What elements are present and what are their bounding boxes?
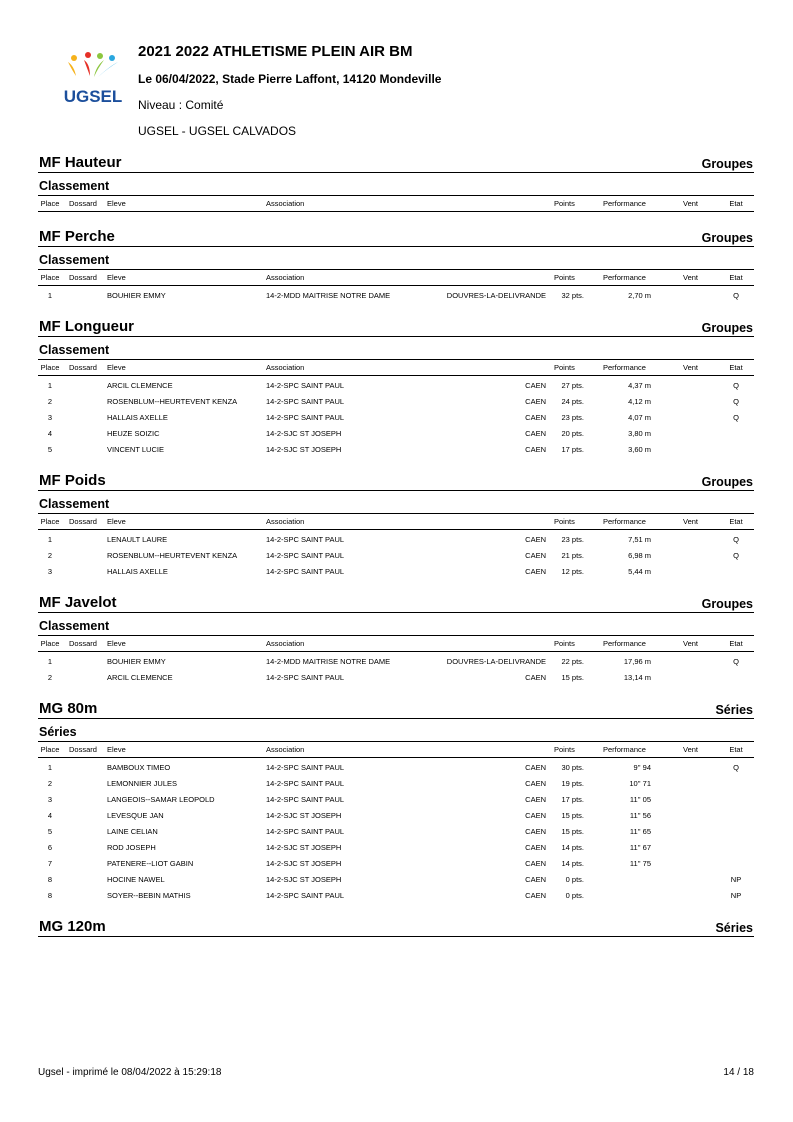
- event-subtitle: Classement: [38, 342, 754, 360]
- event-section: [38, 224, 754, 314]
- city-cell: CAEN: [525, 795, 546, 804]
- association-cell: 14-2-SPC SAINT PAUL: [266, 763, 345, 772]
- column-header-place: Place: [40, 745, 60, 754]
- points-cell: 0 pts.: [565, 875, 584, 884]
- column-header-place: Place: [40, 517, 60, 526]
- place-cell: 4: [47, 429, 53, 438]
- eleve-cell: BOUHIER EMMY: [107, 291, 166, 300]
- logo-figures-icon: [68, 52, 118, 77]
- event-type: Groupes: [701, 597, 753, 611]
- performance-cell: 11'' 75: [629, 859, 651, 868]
- column-header-etat: Etat: [729, 273, 743, 282]
- performance-cell: 4,37 m: [628, 381, 651, 390]
- eleve-cell: HALLAIS AXELLE: [107, 413, 168, 422]
- etat-cell: Q: [733, 381, 739, 390]
- place-cell: 7: [47, 859, 53, 868]
- place-cell: 1: [47, 763, 53, 772]
- points-cell: 19 pts.: [561, 779, 584, 788]
- performance-cell: 5,44 m: [628, 567, 651, 576]
- column-header-dossard: Dossard: [69, 745, 97, 754]
- event-type: Groupes: [701, 231, 753, 245]
- place-cell: 2: [47, 551, 53, 560]
- eleve-cell: LENAULT LAURE: [107, 535, 168, 544]
- etat-cell: Q: [733, 413, 739, 422]
- association-cell: 14-2-SPC SAINT PAUL: [266, 795, 345, 804]
- table-row: [38, 808, 754, 824]
- column-header-performance: Performance: [603, 363, 646, 372]
- points-cell: 12 pts.: [561, 567, 584, 576]
- results-table-header: [38, 742, 754, 758]
- table-row: [38, 792, 754, 808]
- event-section: [38, 590, 754, 696]
- table-row: [38, 548, 754, 564]
- section-spacer: [38, 686, 754, 696]
- event-header: [38, 314, 754, 337]
- etat-cell: Q: [733, 397, 739, 406]
- points-cell: 23 pts.: [561, 535, 584, 544]
- event-section: [38, 468, 754, 590]
- table-row: [38, 426, 754, 442]
- table-row: [38, 410, 754, 426]
- results-table-header: [38, 636, 754, 652]
- place-cell: 5: [47, 827, 53, 836]
- event-subtitle: Classement: [38, 496, 754, 514]
- association-cell: 14-2-SPC SAINT PAUL: [266, 673, 345, 682]
- column-header-dossard: Dossard: [69, 273, 97, 282]
- association-cell: 14-2-SJC ST JOSEPH: [266, 429, 342, 438]
- column-header-eleve: Eleve: [107, 745, 126, 754]
- results-table-header: [38, 270, 754, 286]
- results-table-body: [38, 758, 754, 904]
- points-cell: 15 pts.: [561, 673, 584, 682]
- city-cell: CAEN: [525, 413, 546, 422]
- place-cell: 1: [47, 657, 53, 666]
- column-header-etat: Etat: [729, 639, 743, 648]
- event-type: Séries: [715, 703, 753, 717]
- city-cell: CAEN: [525, 843, 546, 852]
- performance-cell: 17,96 m: [623, 657, 651, 666]
- column-header-vent: Vent: [683, 363, 699, 372]
- column-header-association: Association: [266, 745, 305, 754]
- city-cell: CAEN: [525, 397, 546, 406]
- page-title: 2021 2022 ATHLETISME PLEIN AIR BM: [138, 43, 413, 60]
- column-header-etat: Etat: [729, 199, 743, 208]
- performance-cell: 13,14 m: [623, 673, 651, 682]
- association-cell: 14-2-SPC SAINT PAUL: [266, 567, 345, 576]
- eleve-cell: ARCIL CLEMENCE: [107, 673, 173, 682]
- place-cell: 6: [47, 843, 53, 852]
- points-cell: 14 pts.: [561, 843, 584, 852]
- event-subtitle: Classement: [38, 252, 754, 270]
- association-cell: 14-2-MDD MAITRISE NOTRE DAME: [266, 291, 391, 300]
- points-cell: 21 pts.: [561, 551, 584, 560]
- city-cell: DOUVRES-LA-DELIVRANDE: [446, 657, 546, 666]
- association-cell: 14-2-SPC SAINT PAUL: [266, 779, 345, 788]
- event-type: Groupes: [701, 157, 753, 171]
- points-cell: 20 pts.: [561, 429, 584, 438]
- points-cell: 22 pts.: [561, 657, 584, 666]
- city-cell: CAEN: [525, 673, 546, 682]
- column-header-points: Points: [554, 363, 575, 372]
- points-cell: 30 pts.: [561, 763, 584, 772]
- association-cell: 14-2-SPC SAINT PAUL: [266, 413, 345, 422]
- event-type: Groupes: [701, 321, 753, 335]
- points-cell: 27 pts.: [561, 381, 584, 390]
- column-header-dossard: Dossard: [69, 199, 97, 208]
- performance-cell: 10'' 71: [629, 779, 651, 788]
- column-header-performance: Performance: [603, 517, 646, 526]
- city-cell: CAEN: [525, 827, 546, 836]
- city-cell: CAEN: [525, 811, 546, 820]
- column-header-points: Points: [554, 273, 575, 282]
- city-cell: CAEN: [525, 535, 546, 544]
- place-cell: 5: [47, 445, 53, 454]
- performance-cell: 3,60 m: [628, 445, 651, 454]
- association-cell: 14-2-SJC ST JOSEPH: [266, 843, 342, 852]
- table-row: [38, 888, 754, 904]
- points-cell: 15 pts.: [561, 811, 584, 820]
- eleve-cell: HOCINE NAWEL: [107, 875, 165, 884]
- column-header-eleve: Eleve: [107, 639, 126, 648]
- eleve-cell: ROSENBLUM--HEURTEVENT KENZA: [107, 551, 238, 560]
- event-section: [38, 314, 754, 468]
- event-section: [38, 696, 754, 914]
- performance-cell: 11'' 05: [629, 795, 651, 804]
- event-header: [38, 224, 754, 247]
- section-spacer: [38, 580, 754, 590]
- event-title: MG 80m: [39, 700, 98, 717]
- column-header-points: Points: [554, 517, 575, 526]
- column-header-association: Association: [266, 273, 305, 282]
- event-title: MF Poids: [39, 472, 106, 489]
- column-header-points: Points: [554, 199, 575, 208]
- city-cell: CAEN: [525, 567, 546, 576]
- eleve-cell: LEVESQUE JAN: [107, 811, 164, 820]
- event-header: [38, 590, 754, 613]
- city-cell: CAEN: [525, 859, 546, 868]
- results-table-header: [38, 196, 754, 212]
- column-header-performance: Performance: [603, 745, 646, 754]
- niveau-label: Niveau : Comité: [138, 98, 224, 112]
- place-cell: 3: [47, 413, 53, 422]
- association-cell: 14-2-SPC SAINT PAUL: [266, 535, 345, 544]
- performance-cell: 6,98 m: [628, 551, 651, 560]
- points-cell: 0 pts.: [565, 891, 584, 900]
- eleve-cell: HALLAIS AXELLE: [107, 567, 168, 576]
- eleve-cell: SOYER--BEBIN MATHIS: [107, 891, 191, 900]
- association-cell: 14-2-SJC ST JOSEPH: [266, 875, 342, 884]
- place-cell: 8: [47, 891, 53, 900]
- place-cell: 4: [47, 811, 53, 820]
- table-row: [38, 760, 754, 776]
- place-cell: 2: [47, 673, 53, 682]
- etat-cell: NP: [730, 891, 742, 900]
- table-row: [38, 654, 754, 670]
- column-header-place: Place: [40, 639, 60, 648]
- results-table-body: [38, 530, 754, 580]
- logo-text: UGSEL: [63, 87, 123, 106]
- etat-cell: NP: [730, 875, 742, 884]
- column-header-eleve: Eleve: [107, 273, 126, 282]
- column-header-place: Place: [40, 273, 60, 282]
- city-cell: CAEN: [525, 779, 546, 788]
- column-header-performance: Performance: [603, 273, 646, 282]
- event-header: [38, 468, 754, 491]
- place-cell: 8: [47, 875, 53, 884]
- column-header-etat: Etat: [729, 745, 743, 754]
- results-table-body: [38, 652, 754, 686]
- column-header-eleve: Eleve: [107, 363, 126, 372]
- event-type: Séries: [715, 921, 753, 935]
- points-cell: 24 pts.: [561, 397, 584, 406]
- place-cell: 2: [47, 397, 53, 406]
- column-header-place: Place: [40, 199, 60, 208]
- events-list: [38, 150, 754, 937]
- points-cell: 17 pts.: [561, 795, 584, 804]
- column-header-performance: Performance: [603, 639, 646, 648]
- event-header: [38, 696, 754, 719]
- eleve-cell: BOUHIER EMMY: [107, 657, 166, 666]
- place-cell: 2: [47, 779, 53, 788]
- etat-cell: Q: [733, 551, 739, 560]
- eleve-cell: HEUZE SOIZIC: [107, 429, 160, 438]
- performance-cell: 9'' 94: [633, 763, 651, 772]
- table-row: [38, 394, 754, 410]
- eleve-cell: ROSENBLUM--HEURTEVENT KENZA: [107, 397, 238, 406]
- column-header-points: Points: [554, 639, 575, 648]
- section-spacer: [38, 904, 754, 914]
- association-cell: 14-2-MDD MAITRISE NOTRE DAME: [266, 657, 391, 666]
- page-number: 14 / 18: [723, 1067, 754, 1078]
- city-cell: CAEN: [525, 551, 546, 560]
- association-cell: 14-2-SJC ST JOSEPH: [266, 445, 342, 454]
- event-title: MF Hauteur: [39, 154, 122, 171]
- column-header-vent: Vent: [683, 745, 699, 754]
- performance-cell: 2,70 m: [628, 291, 651, 300]
- results-table-header: [38, 514, 754, 530]
- city-cell: CAEN: [525, 429, 546, 438]
- column-header-etat: Etat: [729, 517, 743, 526]
- etat-cell: Q: [733, 763, 739, 772]
- etat-cell: Q: [733, 535, 739, 544]
- event-header: [38, 150, 754, 173]
- event-type: Groupes: [701, 475, 753, 489]
- table-row: [38, 442, 754, 458]
- column-header-vent: Vent: [683, 199, 699, 208]
- eleve-cell: LAINE CELIAN: [107, 827, 158, 836]
- column-header-association: Association: [266, 363, 305, 372]
- performance-cell: 11'' 65: [629, 827, 651, 836]
- city-cell: CAEN: [525, 763, 546, 772]
- column-header-dossard: Dossard: [69, 639, 97, 648]
- city-cell: DOUVRES-LA-DELIVRANDE: [446, 291, 546, 300]
- event-date-location: Le 06/04/2022, Stade Pierre Laffont, 14120 Mondeville: [138, 72, 442, 86]
- results-table-header: [38, 360, 754, 376]
- column-header-eleve: Eleve: [107, 199, 126, 208]
- association-cell: 14-2-SJC ST JOSEPH: [266, 859, 342, 868]
- eleve-cell: ARCIL CLEMENCE: [107, 381, 173, 390]
- column-header-association: Association: [266, 199, 305, 208]
- section-spacer: [38, 304, 754, 314]
- event-title: MF Longueur: [39, 318, 134, 335]
- place-cell: 1: [47, 535, 53, 544]
- event-title: MF Javelot: [39, 594, 117, 611]
- ugsel-logo: [60, 50, 126, 108]
- table-row: [38, 872, 754, 888]
- points-cell: 32 pts.: [561, 291, 584, 300]
- performance-cell: 11'' 67: [629, 843, 651, 852]
- column-header-association: Association: [266, 639, 305, 648]
- performance-cell: 4,12 m: [628, 397, 651, 406]
- etat-cell: Q: [733, 291, 739, 300]
- column-header-eleve: Eleve: [107, 517, 126, 526]
- performance-cell: 4,07 m: [628, 413, 651, 422]
- table-row: [38, 776, 754, 792]
- table-row: [38, 840, 754, 856]
- table-row: [38, 670, 754, 686]
- event-section: [38, 914, 754, 937]
- performance-cell: 7,51 m: [628, 535, 651, 544]
- column-header-place: Place: [40, 363, 60, 372]
- city-cell: CAEN: [525, 891, 546, 900]
- eleve-cell: PATENERE--LIOT GABIN: [107, 859, 194, 868]
- eleve-cell: VINCENT LUCIE: [107, 445, 164, 454]
- event-subtitle: Séries: [38, 724, 754, 742]
- eleve-cell: BAMBOUX TIMEO: [107, 763, 171, 772]
- event-subtitle: Classement: [38, 178, 754, 196]
- column-header-vent: Vent: [683, 639, 699, 648]
- eleve-cell: ROD JOSEPH: [107, 843, 156, 852]
- table-row: [38, 856, 754, 872]
- points-cell: 15 pts.: [561, 827, 584, 836]
- place-cell: 3: [47, 795, 53, 804]
- results-table-body: [38, 376, 754, 458]
- association-cell: 14-2-SPC SAINT PAUL: [266, 551, 345, 560]
- table-row: [38, 532, 754, 548]
- association-cell: 14-2-SPC SAINT PAUL: [266, 827, 345, 836]
- column-header-vent: Vent: [683, 517, 699, 526]
- place-cell: 3: [47, 567, 53, 576]
- association-cell: 14-2-SPC SAINT PAUL: [266, 397, 345, 406]
- event-header: [38, 914, 754, 937]
- column-header-points: Points: [554, 745, 575, 754]
- eleve-cell: LEMONNIER JULES: [107, 779, 178, 788]
- print-timestamp: Ugsel - imprimé le 08/04/2022 à 15:29:18: [38, 1067, 222, 1078]
- association-cell: 14-2-SPC SAINT PAUL: [266, 891, 345, 900]
- points-cell: 23 pts.: [561, 413, 584, 422]
- section-spacer: [38, 458, 754, 468]
- performance-cell: 3,80 m: [628, 429, 651, 438]
- table-row: [38, 288, 754, 304]
- column-header-dossard: Dossard: [69, 517, 97, 526]
- column-header-dossard: Dossard: [69, 363, 97, 372]
- event-title: MG 120m: [39, 918, 106, 935]
- eleve-cell: LANGEOIS--SAMAR LEOPOLD: [107, 795, 215, 804]
- section-spacer: [38, 214, 754, 224]
- place-cell: 1: [47, 381, 53, 390]
- table-row: [38, 564, 754, 580]
- table-row: [38, 378, 754, 394]
- points-cell: 14 pts.: [561, 859, 584, 868]
- etat-cell: Q: [733, 657, 739, 666]
- event-subtitle: Classement: [38, 618, 754, 636]
- city-cell: CAEN: [525, 381, 546, 390]
- points-cell: 17 pts.: [561, 445, 584, 454]
- event-title: MF Perche: [39, 228, 115, 245]
- column-header-vent: Vent: [683, 273, 699, 282]
- city-cell: CAEN: [525, 875, 546, 884]
- column-header-etat: Etat: [729, 363, 743, 372]
- results-table-body: [38, 286, 754, 304]
- organisation-label: UGSEL - UGSEL CALVADOS: [138, 124, 297, 138]
- performance-cell: 11'' 56: [629, 811, 651, 820]
- association-cell: 14-2-SPC SAINT PAUL: [266, 381, 345, 390]
- event-section: [38, 150, 754, 224]
- table-row: [38, 824, 754, 840]
- place-cell: 1: [47, 291, 53, 300]
- city-cell: CAEN: [525, 445, 546, 454]
- column-header-association: Association: [266, 517, 305, 526]
- association-cell: 14-2-SJC ST JOSEPH: [266, 811, 342, 820]
- column-header-performance: Performance: [603, 199, 646, 208]
